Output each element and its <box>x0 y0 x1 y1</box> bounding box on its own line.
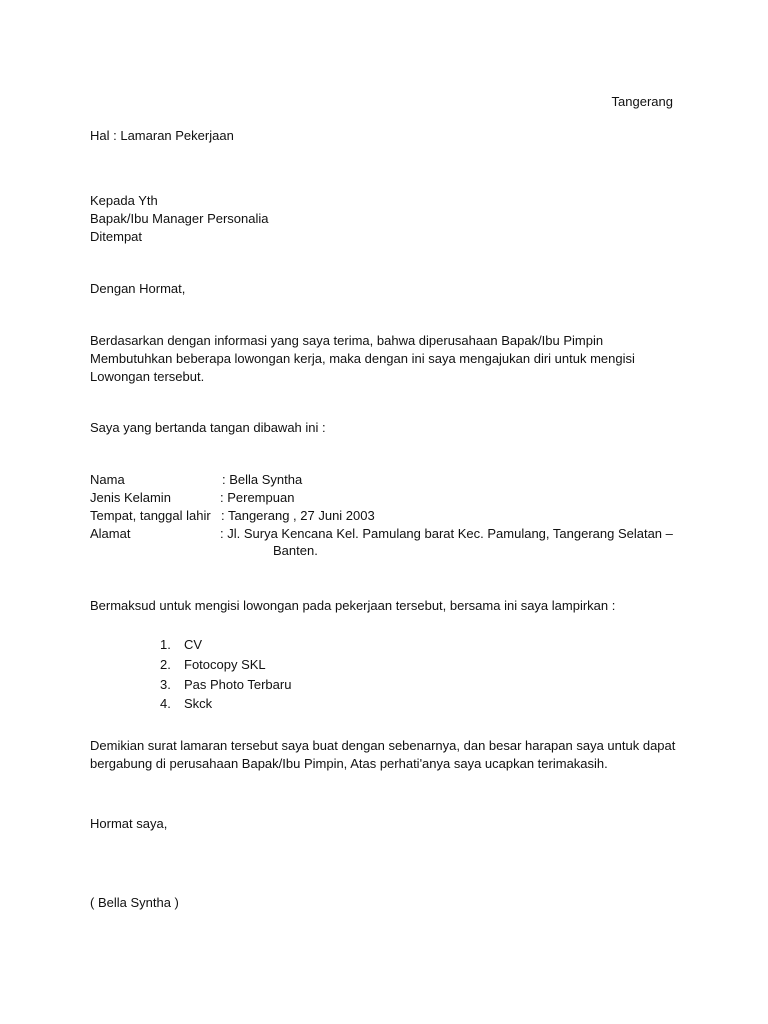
info-value-jenis-kelamin: : Perempuan <box>220 490 295 505</box>
letter-place: Tangerang <box>611 94 673 109</box>
info-label-nama: Nama <box>90 472 125 487</box>
closing-line-1: Demikian surat lamaran tersebut saya buat dengan sebenarnya, dan besar harapan saya untuk dapat <box>90 738 676 753</box>
recipient-line-2: Bapak/Ibu Manager Personalia <box>90 211 269 226</box>
list-item-number: 4. <box>160 696 171 711</box>
list-item-text: Skck <box>184 696 213 711</box>
list-item-number: 2. <box>160 657 171 672</box>
info-value-alamat: : Jl. Surya Kencana Kel. Pamulang barat Kec. Pamulang, Tangerang Selatan – <box>220 526 673 541</box>
recipient-line-3: Ditempat <box>90 229 143 244</box>
info-label-alamat: Alamat <box>90 526 131 541</box>
regards: Hormat saya, <box>90 816 168 831</box>
list-item-number: 3. <box>160 677 171 692</box>
letter-subject: Hal : Lamaran Pekerjaan <box>90 128 234 143</box>
attachments-intro: Bermaksud untuk mengisi lowongan pada pekerjaan tersebut, bersama ini saya lampirkan : <box>90 598 616 613</box>
info-value-alamat-cont: Banten. <box>273 543 318 558</box>
list-item-text: CV <box>184 637 203 652</box>
list-item-text: Pas Photo Terbaru <box>184 677 292 692</box>
intro-line-3: Lowongan tersebut. <box>90 369 205 384</box>
intro-line-2: Membutuhkan beberapa lowongan kerja, maka dengan ini saya mengajukan diri untuk mengisi <box>90 351 635 366</box>
info-value-tempat-tanggal-lahir: : Tangerang , 27 Juni 2003 <box>221 508 375 523</box>
undersigned-line: Saya yang bertanda tangan dibawah ini : <box>90 420 326 435</box>
signature-name: ( Bella Syntha ) <box>90 895 179 910</box>
closing-line-2: bergabung di perusahaan Bapak/Ibu Pimpin, Atas perhati'anya saya ucapkan terimakasih. <box>90 756 608 771</box>
recipient-line-1: Kepada Yth <box>90 193 158 208</box>
list-item-number: 1. <box>160 637 171 652</box>
info-value-nama: : Bella Syntha <box>222 472 303 487</box>
info-label-jenis-kelamin: Jenis Kelamin <box>90 490 171 505</box>
greeting: Dengan Hormat, <box>90 281 186 296</box>
intro-line-1: Berdasarkan dengan informasi yang saya terima, bahwa diperusahaan Bapak/Ibu Pimpin <box>90 333 604 348</box>
info-label-tempat-tanggal-lahir: Tempat, tanggal lahir <box>90 508 211 523</box>
list-item-text: Fotocopy SKL <box>184 657 266 672</box>
